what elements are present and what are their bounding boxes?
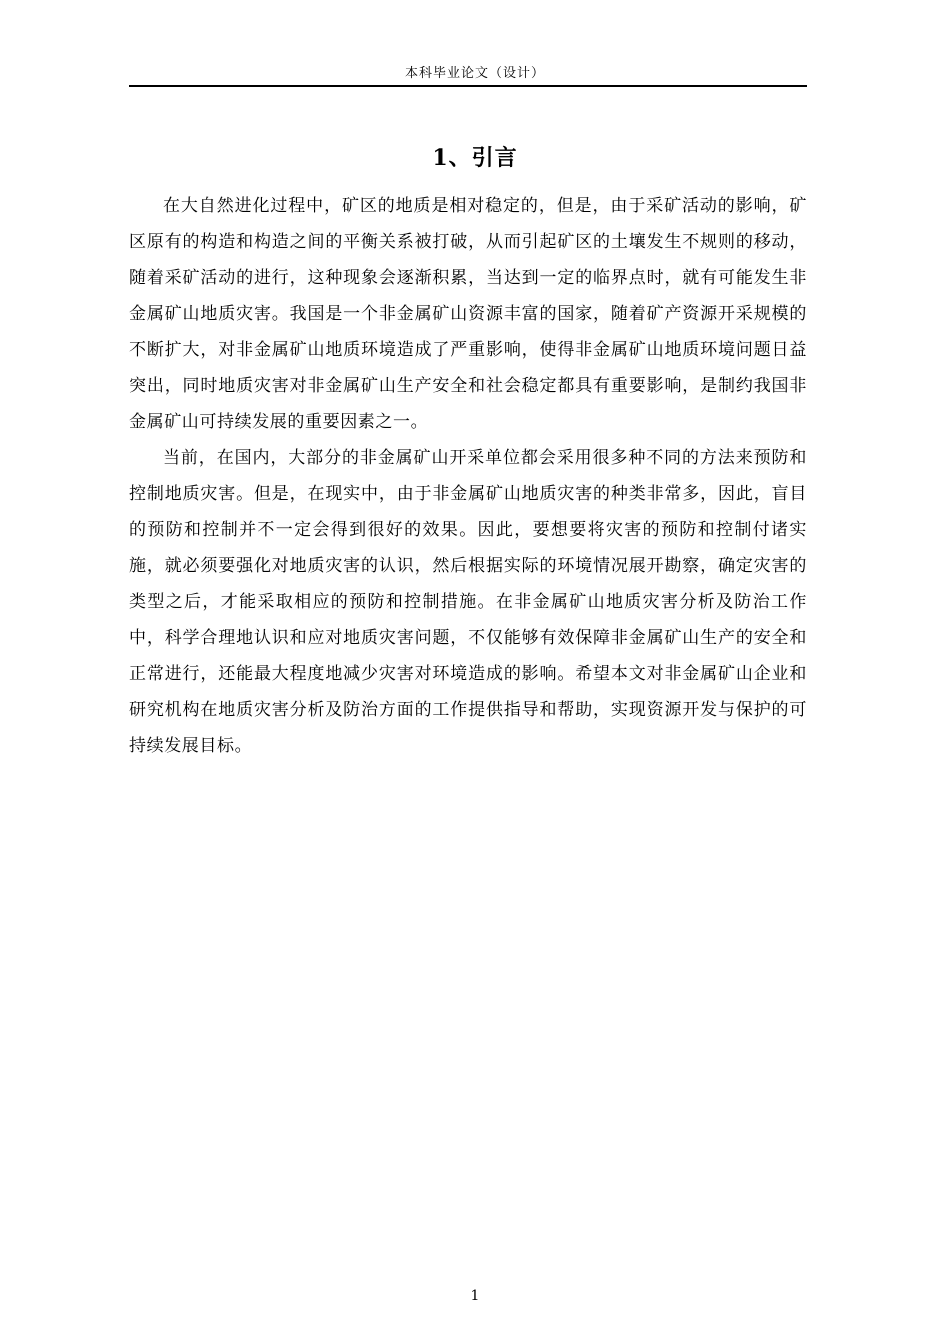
body-text [129,188,807,764]
page-number: 1 [470,1288,480,1304]
paragraph-2: 当前，在国内，大部分的非金属矿山开采单位都会采用很多种不同的方法来预防和控制地质灾害。但是，在现实中，由于非金属矿山地质灾害的种类非常多，因此，盲目的预防和控制并不一定会得到很好的效果。因此，要想要将灾害的预防和控制付诸实施，就必须要强化对地质灾害的认识，然后根据实际的环境情况展开勘察，确定灾害的类型之后，才能采取相应的预防和控制措施。在非金属矿山地质灾害分析及防治工作中，科学合理地认识和应对地质灾害问题，不仅能够有效保障非金属矿山生产的安全和正常进行，还能最大程度地减少灾害对环境造成的影响。希望本文对非金属矿山企业和研究机构在地质灾害分析及防治方面的工作提供指导和帮助，实现资源开发与保护的可持续发展目标。 [129,448,807,756]
running-header: 本科毕业论文（设计） [404,66,545,81]
paragraph-1: 在大自然进化过程中，矿区的地质是相对稳定的，但是，由于采矿活动的影响，矿区原有的构造和构造之间的平衡关系被打破，从而引起矿区的土壤发生不规则的移动，随着采矿活动的进行，这种现象会逐渐积累，当达到一定的临界点时，就有可能发生非金属矿山地质灾害。我国是一个非金属矿山资源丰富的国家，随着矿产资源开采规模的不断扩大，对非金属矿山地质环境造成了严重影响，使得非金属矿山地质环境问题日益突出，同时地质灾害对非金属矿山生产安全和社会稳定都具有重要影响，是制约我国非金属矿山可持续发展的重要因素之一。 [129,196,807,432]
section-title: 1、引言 [432,145,518,171]
header-divider [129,85,807,87]
